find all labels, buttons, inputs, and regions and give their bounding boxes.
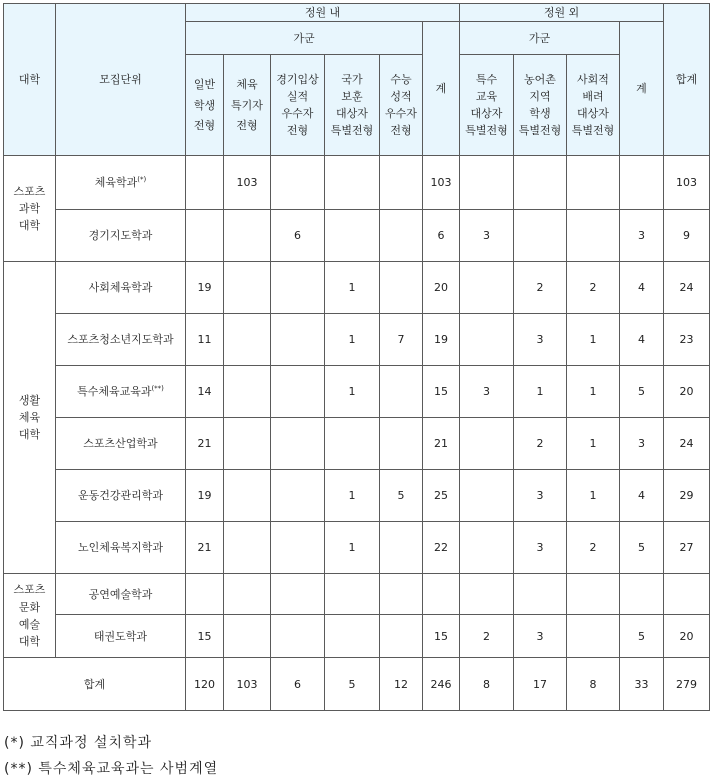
table-cell: 3	[514, 615, 567, 658]
header-line: 특별전형	[330, 124, 374, 138]
table-cell	[460, 314, 514, 366]
totals-cell: 17	[514, 658, 567, 711]
table-cell: 2	[514, 262, 567, 314]
table-cell: 1	[567, 418, 620, 470]
unit-name	[56, 615, 186, 658]
table-cell	[186, 156, 224, 210]
table-row	[4, 522, 710, 574]
table-row	[4, 418, 710, 470]
header-line: 대학	[18, 428, 41, 442]
college-name	[4, 574, 56, 658]
totals-label: 합계	[4, 658, 186, 711]
table-cell: 5	[620, 366, 664, 418]
table-cell	[620, 156, 664, 210]
table-cell: 15	[186, 615, 224, 658]
table-cell: 6	[271, 210, 325, 262]
table-cell	[460, 574, 514, 615]
table-cell	[325, 156, 380, 210]
table-cell	[186, 574, 224, 615]
table-cell	[271, 615, 325, 658]
header-line: 대학	[18, 634, 41, 648]
totals-cell: 6	[271, 658, 325, 711]
table-cell: 15	[423, 615, 460, 658]
unit-label: 경기지도학과	[88, 229, 153, 243]
table-cell: 20	[664, 366, 710, 418]
header-line: 대학	[18, 219, 41, 233]
table-cell: 103	[224, 156, 271, 210]
table-cell: 14	[186, 366, 224, 418]
header-line: 대상자	[470, 107, 503, 121]
header-outside-quota: 정원 외	[460, 4, 664, 22]
table-cell: 1	[567, 470, 620, 522]
table-cell: 3	[620, 418, 664, 470]
table-cell: 7	[380, 314, 423, 366]
table-cell: 27	[664, 522, 710, 574]
header-line: 사회적	[577, 72, 609, 86]
table-cell	[380, 366, 423, 418]
header-line: 체육	[18, 411, 41, 425]
table-cell: 20	[423, 262, 460, 314]
table-cell: 4	[620, 262, 664, 314]
header-competition	[271, 55, 325, 156]
table-row	[4, 574, 710, 615]
header-group-outside: 가군	[460, 22, 620, 55]
table-cell	[325, 210, 380, 262]
table-cell	[620, 574, 664, 615]
header-line: 지역	[529, 90, 551, 103]
totals-cell: 8	[460, 658, 514, 711]
table-row	[4, 470, 710, 522]
totals-cell: 246	[423, 658, 460, 711]
table-cell: 2	[460, 615, 514, 658]
unit-label: 운동건강관리학과	[77, 489, 163, 503]
table-cell: 19	[423, 314, 460, 366]
table-cell	[380, 210, 423, 262]
table-cell	[224, 314, 271, 366]
table-row	[4, 366, 710, 418]
header-line: 수능	[390, 72, 412, 86]
header-line: 성적	[390, 90, 412, 103]
table-cell	[186, 210, 224, 262]
unit-name	[56, 262, 186, 314]
header-line: 전형	[193, 118, 216, 132]
table-cell	[380, 522, 423, 574]
header-university: 대학	[4, 4, 56, 156]
table-cell: 20	[664, 615, 710, 658]
header-line: 특별전형	[518, 124, 562, 138]
table-row	[4, 210, 710, 262]
unit-name	[56, 418, 186, 470]
table-cell: 5	[620, 615, 664, 658]
totals-row	[4, 658, 710, 711]
table-cell	[224, 470, 271, 522]
table-cell	[271, 262, 325, 314]
unit-name	[56, 210, 186, 262]
table-cell: 11	[186, 314, 224, 366]
header-line: 체육	[236, 78, 258, 92]
header-rural	[514, 55, 567, 156]
table-cell: 21	[423, 418, 460, 470]
header-line: 농어촌	[524, 72, 556, 86]
header-general	[186, 55, 224, 156]
table-cell: 103	[664, 156, 710, 210]
header-line: 스포츠	[13, 184, 46, 198]
table-cell	[271, 522, 325, 574]
table-cell: 2	[567, 262, 620, 314]
table-row	[4, 314, 710, 366]
header-line: 특수	[475, 72, 498, 86]
table-cell	[423, 574, 460, 615]
table-cell: 2	[567, 522, 620, 574]
header-line: 경기입상	[276, 72, 319, 86]
table-cell: 2	[514, 418, 567, 470]
table-cell	[567, 210, 620, 262]
unit-name	[56, 470, 186, 522]
header-line: 전형	[390, 124, 412, 138]
table-cell: 5	[620, 522, 664, 574]
table-row	[4, 615, 710, 658]
totals-cell: 12	[380, 658, 423, 711]
header-line: 국가	[341, 72, 363, 86]
table-cell: 4	[620, 470, 664, 522]
header-veterans	[325, 55, 380, 156]
table-cell: 24	[664, 262, 710, 314]
table-cell	[271, 156, 325, 210]
header-line: 특기자	[231, 98, 263, 112]
admissions-quota-table	[3, 3, 710, 711]
table-cell: 3	[460, 366, 514, 418]
table-cell: 3	[620, 210, 664, 262]
totals-cell: 33	[620, 658, 664, 711]
table-cell	[271, 574, 325, 615]
table-cell: 29	[664, 470, 710, 522]
table-cell: 1	[567, 366, 620, 418]
header-unit: 모집단위	[56, 4, 186, 156]
table-cell: 1	[325, 314, 380, 366]
unit-footnote-mark: (*)	[137, 175, 147, 184]
header-subtotal-outside: 계	[620, 22, 664, 156]
header-line: 실적	[286, 90, 309, 103]
table-cell	[514, 156, 567, 210]
header-line: 교육	[475, 90, 498, 103]
table-cell: 3	[460, 210, 514, 262]
unit-label: 스포츠청소년지도학과	[67, 333, 174, 347]
unit-label: 스포츠산업학과	[83, 437, 158, 451]
totals-cell: 103	[224, 658, 271, 711]
table-cell	[460, 470, 514, 522]
table-cell	[224, 615, 271, 658]
table-cell	[325, 615, 380, 658]
header-within-quota: 정원 내	[186, 4, 460, 22]
header-line: 학생	[529, 107, 551, 121]
table-body	[4, 156, 710, 711]
header-line: 대상자	[577, 107, 609, 121]
unit-label: 노인체육복지학과	[77, 541, 163, 555]
totals-cell: 8	[567, 658, 620, 711]
table-cell	[224, 210, 271, 262]
table-cell	[380, 615, 423, 658]
table-cell	[380, 262, 423, 314]
header-line: 전형	[236, 118, 258, 132]
table-cell: 3	[514, 314, 567, 366]
table-cell	[271, 366, 325, 418]
table-cell: 1	[567, 314, 620, 366]
table-cell	[567, 156, 620, 210]
table-cell	[664, 574, 710, 615]
table-cell: 25	[423, 470, 460, 522]
table-cell	[271, 314, 325, 366]
table-cell	[380, 418, 423, 470]
header-line: 학생	[193, 98, 216, 112]
table-cell	[224, 574, 271, 615]
header-csat	[380, 55, 423, 156]
table-cell	[380, 574, 423, 615]
table-cell: 1	[325, 470, 380, 522]
table-cell	[325, 574, 380, 615]
table-cell: 4	[620, 314, 664, 366]
table-row	[4, 156, 710, 210]
table-cell: 9	[664, 210, 710, 262]
table-cell: 1	[514, 366, 567, 418]
table-row	[4, 262, 710, 314]
table-cell	[224, 366, 271, 418]
table-cell	[514, 210, 567, 262]
table-header	[4, 4, 710, 156]
table-cell: 1	[325, 522, 380, 574]
header-line: 생활	[18, 393, 41, 407]
table-cell	[380, 156, 423, 210]
unit-footnote-mark: (**)	[151, 384, 164, 393]
table-cell: 23	[664, 314, 710, 366]
header-line: 대상자	[336, 107, 368, 121]
college-name	[4, 156, 56, 262]
header-line: 우수자	[281, 107, 314, 121]
table-cell	[460, 418, 514, 470]
table-cell	[460, 156, 514, 210]
table-cell	[224, 262, 271, 314]
unit-name	[56, 574, 186, 615]
table-cell	[224, 522, 271, 574]
totals-cell: 5	[325, 658, 380, 711]
footnote-1: (*) 교직과정 설치학과	[4, 735, 153, 751]
header-total: 합계	[664, 4, 710, 156]
header-group-within: 가군	[186, 22, 423, 55]
unit-name	[56, 156, 186, 210]
table-cell: 6	[423, 210, 460, 262]
table-cell: 22	[423, 522, 460, 574]
footnote-2: (**) 특수체육교육과는 사범계열	[4, 761, 219, 777]
header-line: 보훈	[341, 90, 363, 103]
unit-name	[56, 314, 186, 366]
table-cell	[271, 418, 325, 470]
table-cell	[325, 418, 380, 470]
table-cell: 21	[186, 418, 224, 470]
table-cell	[567, 615, 620, 658]
header-line: 일반	[193, 78, 216, 92]
header-subtotal-within: 계	[423, 22, 460, 156]
unit-label: 특수체육교육과	[77, 385, 152, 399]
header-line: 스포츠	[13, 583, 46, 597]
table-cell: 19	[186, 262, 224, 314]
table-cell	[460, 262, 514, 314]
table-cell: 1	[325, 366, 380, 418]
header-athlete	[224, 55, 271, 156]
header-line: 특별전형	[571, 124, 615, 138]
totals-cell: 279	[664, 658, 710, 711]
table-cell: 103	[423, 156, 460, 210]
header-line: 특별전형	[465, 124, 508, 138]
table-cell: 21	[186, 522, 224, 574]
unit-label: 체육학과	[94, 176, 138, 190]
unit-label: 사회체육학과	[88, 281, 153, 295]
header-special-ed	[460, 55, 514, 156]
header-line: 예술	[18, 617, 41, 631]
table-cell	[514, 574, 567, 615]
table-cell: 5	[380, 470, 423, 522]
table-cell	[224, 418, 271, 470]
table-cell: 1	[325, 262, 380, 314]
table-cell: 24	[664, 418, 710, 470]
header-line: 과학	[18, 202, 41, 216]
table-cell: 19	[186, 470, 224, 522]
table-cell	[567, 574, 620, 615]
unit-label: 공연예술학과	[88, 587, 153, 601]
totals-cell: 120	[186, 658, 224, 711]
table-cell: 3	[514, 522, 567, 574]
header-line: 문화	[18, 600, 41, 614]
table-cell	[271, 470, 325, 522]
unit-name	[56, 522, 186, 574]
header-line: 전형	[286, 124, 309, 138]
unit-name	[56, 366, 186, 418]
table-cell: 15	[423, 366, 460, 418]
table-cell: 3	[514, 470, 567, 522]
header-social	[567, 55, 620, 156]
college-name	[4, 262, 56, 574]
table-cell	[460, 522, 514, 574]
header-line: 우수자	[385, 107, 417, 121]
unit-label: 태권도학과	[93, 629, 148, 643]
header-line: 배려	[582, 90, 604, 103]
